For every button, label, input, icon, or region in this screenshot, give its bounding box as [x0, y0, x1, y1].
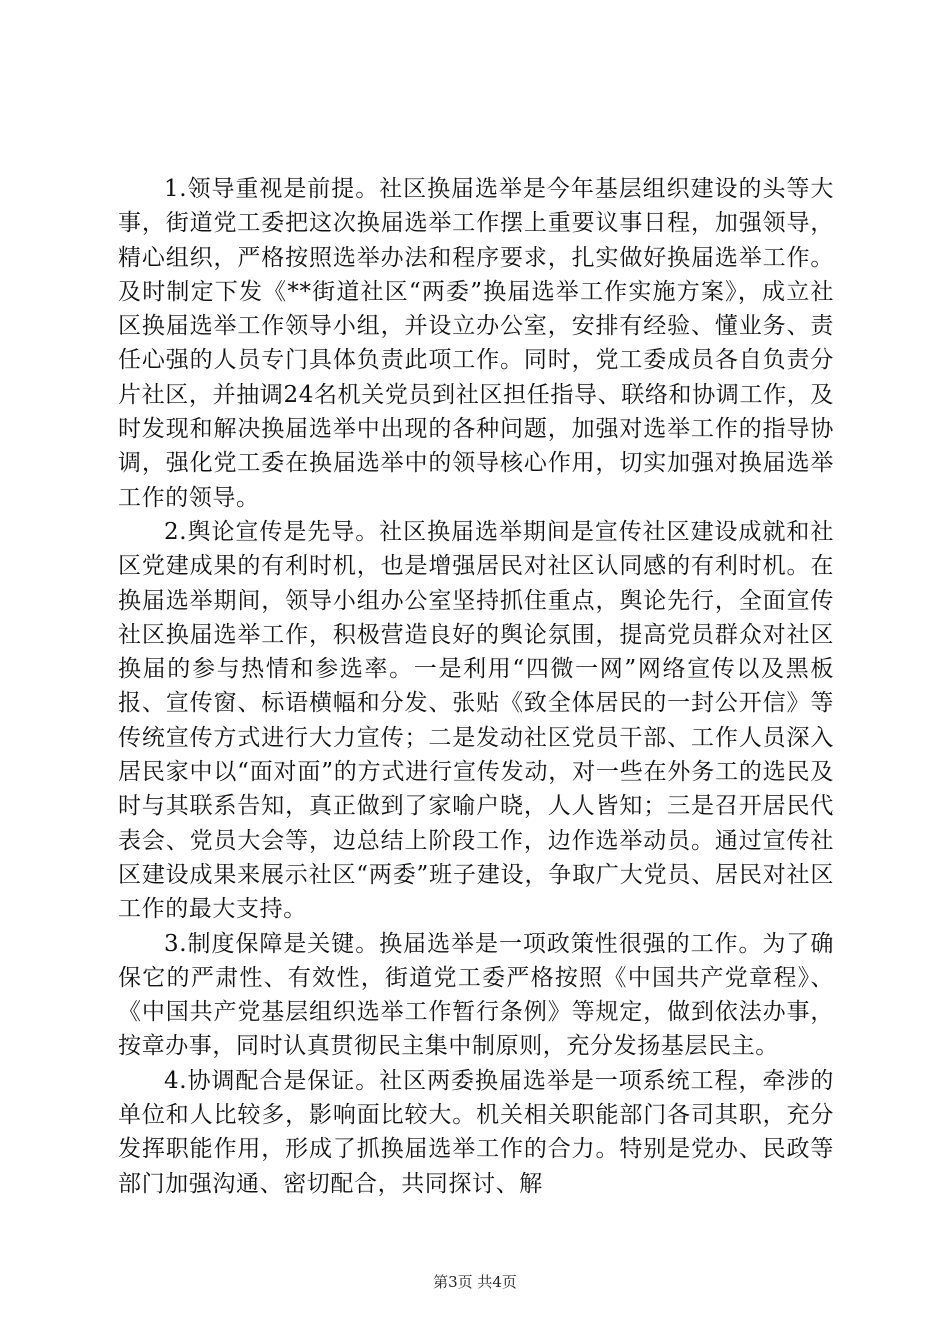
paragraph-coordination: 4.协调配合是保证。社区两委换届选举是一项系统工程，牵涉的单位和人比较多，影响面比较大。机关相关职能部门各司其职，充分发挥职能作用，形成了抓换届选举工作的合力。特别是党办、民政等部门加强沟通、密切配合，共同探讨、解: [118, 1067, 834, 1197]
paragraph-publicity: 2.舆论宣传是先导。社区换届选举期间是宣传社区建设成就和社区党建成果的有利时机，也是增强居民对社区认同感的有利时机。在换届选举期间，领导小组办公室坚持抓住重点，舆论先行，全面宣传社区换届选举工作，积极营造良好的舆论氛围，提高党员群众对社区换届的参与热情和参选率。一是利用“四微一网”网络宣传以及黑板报、宣传窗、标语横幅和分发、张贴《致全体居民的一封公开信》等传统宣传方式进行大力宣传；二是发动社区党员干部、工作人员深入居民家中以“面对面”的方式进行宣传发动，对一些在外务工的选民及时与其联系告知，真正做到了家喻户晓，人人皆知；三是召开居民代表会、党员大会等，边总结上阶段工作，边作选举动员。通过宣传社区建设成果来展示社区“两委”班子建设，争取广大党员、居民对社区工作的最大支持。: [118, 518, 834, 923]
paragraph-system-guarantee: 3.制度保障是关键。换届选举是一项政策性很强的工作。为了确保它的严肃性、有效性，街道党工委严格按照《中国共产党章程》、《中国共产党基层组织选举工作暂行条例》等规定，做到依法办事，按章办事，同时认真贯彻民主集中制原则，充分发扬基层民主。: [118, 930, 834, 1060]
page-footer: [0, 1271, 950, 1292]
page-number: 第3页 共4页: [433, 1273, 517, 1291]
paragraph-leadership: 1.领导重视是前提。社区换届选举是今年基层组织建设的头等大事，街道党工委把这次换届选举工作摆上重要议事日程，加强领导，精心组织，严格按照选举办法和程序要求，扎实做好换届选举工作。及时制定下发《**街道社区“两委”换届选举工作实施方案》，成立社区换届选举工作领导小组，并设立办公室，安排有经验、懂业务、责任心强的人员专门具体负责此项工作。同时，党工委成员各自负责分片社区，并抽调24名机关党员到社区担任指导、联络和协调工作，及时发现和解决换届选举中出现的各种问题，加强对选举工作的指导协调，强化党工委在换届选举中的领导核心作用，切实加强对换届选举工作的领导。: [118, 176, 834, 511]
document-body: [118, 172, 834, 1201]
